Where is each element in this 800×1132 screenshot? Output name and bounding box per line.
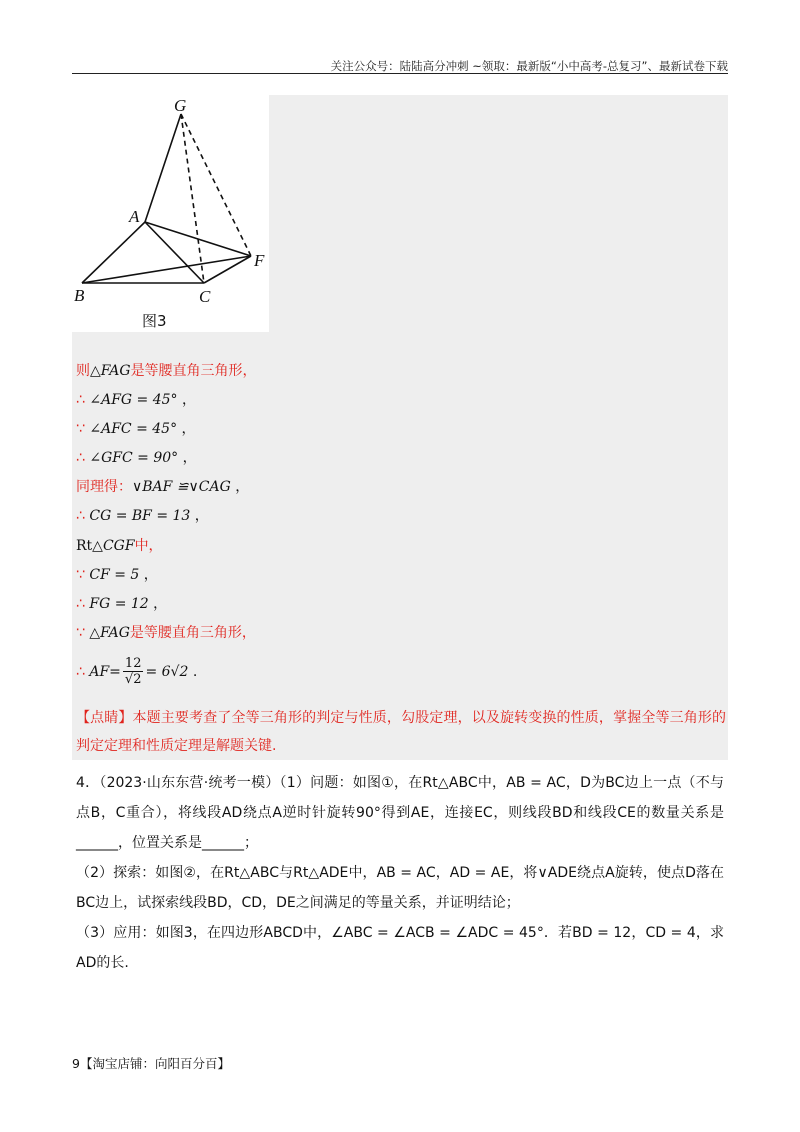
solution-line-3: ∵ ∠AFC = 45° ，	[76, 421, 196, 437]
solution-line-10: ∵ △FAG是等腰直角三角形，	[76, 625, 256, 641]
solution-line-9: ∴ FG = 12 ，	[76, 596, 168, 612]
page-header: 关注公众号：陆陆高分冲刺 ~领取：最新版“小中高考-总复习”、最新试卷下载	[330, 59, 728, 73]
problem-4-part-3: （3）应用：如图3，在四边形ABCD中，∠ABC = ∠ACB = ∠ADC = 45°．若BD = 12，CD = 4，求AD的长.	[76, 925, 724, 971]
key-point-comment: 【点睛】本题主要考查了全等三角形的判定与性质，勾股定理，以及旋转变换的性质，掌握全等三角形的判定定理和性质定理是解题关键.	[76, 710, 726, 754]
figure-3	[72, 95, 269, 332]
solution-line-4: ∴ ∠GFC = 90° ，	[76, 450, 197, 466]
label-C: C	[199, 287, 211, 306]
label-B: B	[74, 286, 85, 305]
solution-line-7: Rt△CGF中，	[76, 538, 163, 554]
segment-GC	[181, 114, 204, 283]
solution-line-6: ∴ CG = BF = 13 ，	[76, 508, 209, 524]
label-A: A	[129, 207, 140, 226]
solution-line-5: 同理得：∨BAF ≌∨CAG ，	[76, 479, 250, 495]
segment-GA	[145, 114, 181, 222]
figure-3-diagram	[72, 95, 269, 332]
solution-line-2: ∴ ∠AFG = 45° ，	[76, 392, 196, 408]
solution-line-11: ∴ AF= $\frac{12}{√2}$ = 6√2 .	[76, 656, 198, 687]
label-F: F	[254, 251, 265, 270]
problem-4-part-1: 4．（2023·山东东营·统考一模）（1）问题：如图①，在Rt△ABC中，AB = AC，D为BC边上一点（不与点B，C重合），将线段AD绕点A逆时针旋转90°得到AE，连接EC，则线段BD和线段CE的数量关系是______，位置关系是______；	[76, 775, 724, 851]
page-footer: 9【淘宝店铺：向阳百分百】	[72, 1056, 230, 1071]
segment-GF	[181, 114, 251, 256]
solution-line-8: ∵ CF = 5 ，	[76, 567, 158, 583]
label-G: G	[174, 96, 187, 115]
fraction-12-over-root2: $\frac{12}{√2}$	[124, 656, 142, 687]
header-rule	[72, 73, 728, 74]
solution-line-1: 则△FAG是等腰直角三角形，	[76, 363, 257, 379]
problem-4-part-2: （2）探索：如图②，在Rt△ABC与Rt△ADE中，AB = AC，AD = AE，将∨ADE绕点A旋转，使点D落在BC边上，试探索线段BD，CD，DE之间满足的等量关系，并证明结论；	[76, 865, 724, 911]
figure-caption: 图3	[142, 312, 167, 330]
segment-BF	[82, 256, 251, 283]
